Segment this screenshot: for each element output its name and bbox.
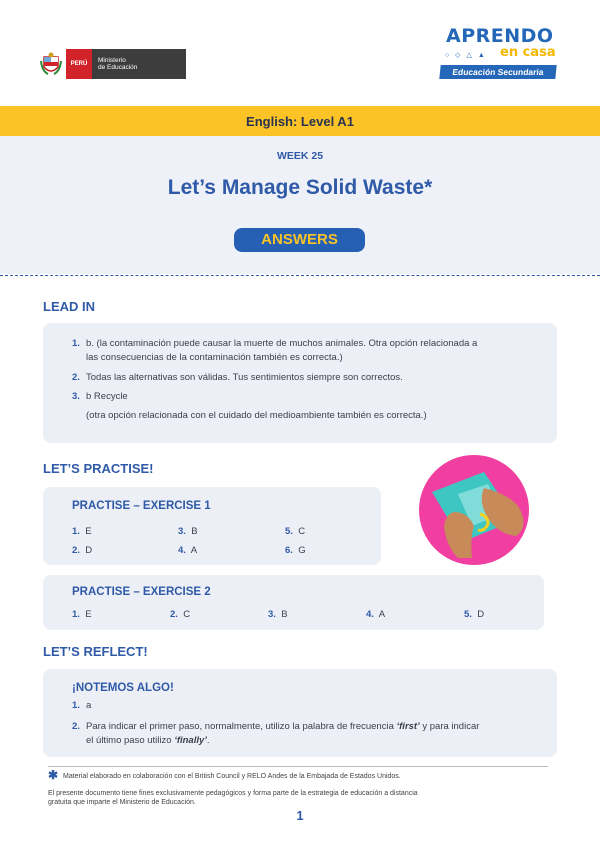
answer-value: B: [191, 526, 198, 537]
reflect-box-title: ¡NOTEMOS ALGO!: [72, 682, 174, 694]
answer-5: [285, 526, 305, 537]
answer-value: G: [298, 545, 306, 556]
asterisk-icon: ✱: [48, 768, 59, 782]
item-text: Todas las alternativas son válidas. Tus sentimientos siempre son correctos.: [86, 372, 403, 383]
exercise-1-title: PRACTISE – EXERCISE 1: [72, 500, 211, 512]
item-number: 1.: [72, 700, 80, 711]
lead-in-item-2: [72, 371, 552, 385]
exercise-2-title: PRACTISE – EXERCISE 2: [72, 586, 211, 598]
answer-value: E: [85, 609, 92, 620]
item-number: 2.: [72, 372, 80, 383]
answer-num: 5.: [464, 609, 472, 620]
brand-line3: Educación Secundaria: [439, 65, 556, 79]
peru-label: PERÚ: [66, 49, 92, 79]
ministerio-line2: de Educación: [98, 64, 138, 71]
item-number: 2.: [72, 721, 80, 732]
footer-note: Material elaborado en colaboración con el British Council y RELO Andes de la Embajada de Estados Unidos.: [63, 773, 401, 780]
answer-value: A: [190, 545, 198, 556]
answer-value: B: [281, 609, 288, 620]
lead-in-item-3: [72, 390, 552, 423]
answer-value: A: [378, 609, 386, 620]
footer-disclaimer-1: El presente documento tiene fines exclusivamente pedagógicos y forma parte de la estrategia de educación a distancia: [48, 790, 418, 797]
answer-num: 1.: [72, 609, 80, 620]
answers-badge: ANSWERS: [234, 228, 365, 252]
keyword-finally: ‘finally’: [174, 735, 207, 746]
item-text-cont: las consecuencias de la contaminación también es correcta.): [86, 352, 343, 363]
answer-6: [285, 545, 306, 556]
answer-num: 3.: [178, 526, 186, 537]
answer-num: 5.: [285, 526, 293, 537]
answer-num: 1.: [72, 526, 80, 537]
item-text-cont: (otra opción relacionada con el cuidado del medioambiente también es correcta.): [86, 410, 427, 421]
answer-num: 2.: [72, 545, 80, 556]
lead-in-item-1: [72, 337, 552, 365]
keyword-first: ‘first’: [396, 721, 420, 732]
exercise-2-box: [43, 575, 544, 630]
item-text: a: [86, 700, 92, 711]
reflect-heading: LET’S REFLECT!: [43, 644, 148, 659]
aprendo-en-casa-logo: [437, 25, 559, 83]
brand-line1: APRENDO: [446, 25, 554, 47]
exercise-1-box: [43, 487, 381, 565]
brand-dots: ○ ◇ △ ▲: [445, 52, 487, 59]
answer-3: [268, 609, 288, 620]
item-number: 1.: [72, 338, 80, 349]
lead-in-heading: LEAD IN: [43, 299, 95, 314]
item-text: b Recycle: [86, 391, 128, 402]
answer-value: C: [298, 526, 306, 537]
ministerio-line1: Ministerio: [98, 57, 126, 64]
answer-1: [72, 609, 92, 620]
answer-4: [366, 609, 385, 620]
escudo-icon: [40, 51, 62, 77]
answer-value: D: [477, 609, 485, 620]
answer-num: 2.: [170, 609, 178, 620]
answer-value: C: [183, 609, 191, 620]
footer-disclaimer-2: gratuita que imparte el Ministerio de Educación.: [48, 799, 196, 806]
answer-2: [72, 545, 92, 556]
item-text: .: [206, 735, 210, 746]
minedu-logo: [40, 49, 186, 79]
dashed-divider: [0, 275, 600, 276]
item-text: y para indicar: [419, 721, 480, 732]
item-text: b. (la contaminación puede causar la muerte de muchos animales. Otra opción relacionada a: [86, 338, 478, 349]
brand-line2: en casa: [500, 45, 556, 60]
page-title: Let’s Manage Solid Waste*: [167, 176, 433, 199]
answer-3: [178, 526, 198, 537]
answer-num: 6.: [285, 545, 293, 556]
level-band: English: Level A1: [0, 106, 600, 136]
item-text-cont: el último paso utilizo: [86, 735, 175, 746]
answer-value: E: [85, 526, 92, 537]
ministerio-label: [92, 49, 186, 79]
answer-value: D: [85, 545, 93, 556]
answer-num: 4.: [366, 609, 374, 620]
answer-num: 4.: [178, 545, 186, 556]
item-text: Para indicar el primer paso, normalmente, utilizo la palabra de frecuencia: [86, 721, 397, 732]
item-number: 3.: [72, 391, 80, 402]
answer-4: [178, 545, 197, 556]
reflect-item-2: [72, 720, 554, 748]
page-number: 1: [296, 808, 304, 823]
answer-5: [464, 609, 484, 620]
week-label: WEEK 25: [276, 150, 324, 162]
reflect-item-1: [72, 699, 91, 713]
answer-1: [72, 526, 92, 537]
footer-divider: [48, 766, 548, 767]
hands-folding-paper-illustration: [418, 454, 530, 566]
answer-2: [170, 609, 190, 620]
answer-num: 3.: [268, 609, 276, 620]
practise-heading: LET’S PRACTISE!: [43, 461, 154, 476]
